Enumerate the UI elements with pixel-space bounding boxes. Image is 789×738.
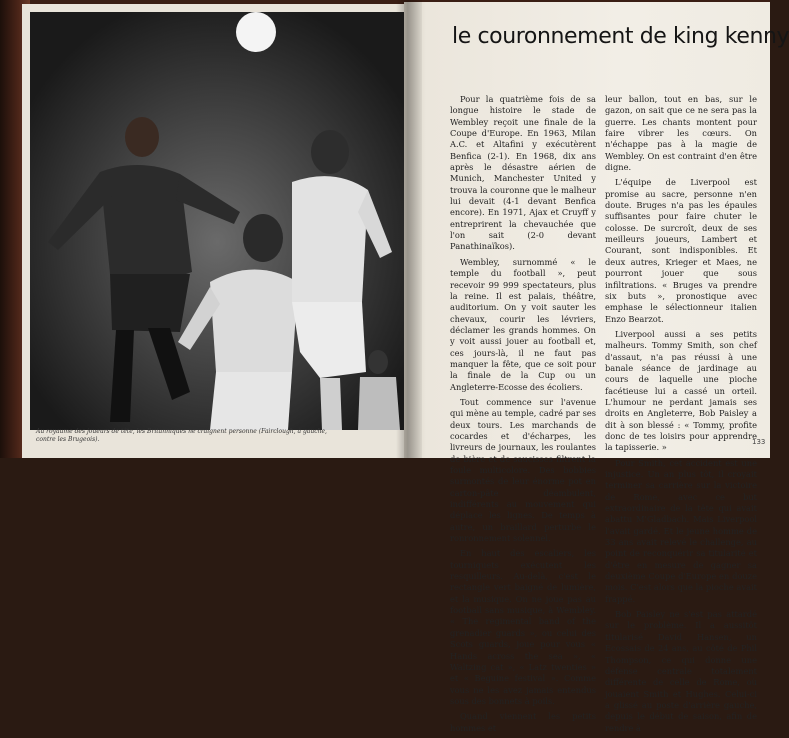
ball-icon [236,12,276,52]
chapter-title: le couronnement de king kenny [452,24,789,49]
text-column-2 [605,94,757,738]
paragraph: Liverpool aussi a ses petits malheurs. Tommy Smith, son chef d'assaut, n'a pas réussi à une banale séance de jardinage au cours de laquelle une pioche facétieuse lui a cassé un orteil. L'humour ne perdant jamais ses droits en Angleterre, Bob Paisley a dit à son blessé : « Tommy, profite donc de tes loisirs pour apprendre la tapisserie. » [605,328,757,453]
paragraph: Wembley, surnommé « le temple du football », peut recevoir 99 999 spectateurs, plus la reine. Il est palais, théâtre, auditorium. On y voit sauter les chevaux, courir les lévriers, déclamer les grands hommes. On y voit aussi jouer au football et, ces jours-là, il ne faut pas manquer la fête, que ce soit pour la finale de la Cup ou un Angleterre-Ecosse des écoliers. [450,256,596,392]
paragraph: Pour Smith, cet accident est une injustice. Un an plus tôt, il croyait terminer sa carrière sur la victoire de Rome, avec ce but extraordinaire de la tête qui avait abattu M'Gladbach. Mais Liverpool l'avait gardé. Et le jeune homme de 33 ans avait relevé le challenge, au point de reconquérir sa titularité et d'être en mesure de gagner sa deuxième Coupe d'Europe en douze mois. C'est alors que la pioche avait frappé. [605,457,757,604]
paragraph: leur ballon, tout en bas, sur le gazon, on sait que ce ne sera pas la guerre. Les chants montent pour faire vibrer les cœurs. On n'échappe pas à la magie de Wembley. On est contraint d'en être digne. [605,94,757,173]
paragraph: Tout commence sur l'avenue qui mène au temple, cadré par ses deux tours. Les marchands de cocardes et d'écharpes, les livreurs de journaux, les roulantes de bière et de saucisses filtrent la foule multicolore. Des bobbies surmontés de leur énorme pot en carton-pâte déambulent, indifférents au mouvement qui déplace les lignes. De temps à autre, un braillard perturbe le ronronnement solennel. [450,396,596,544]
paragraph: En haut des escaliers, les tourniquets exécutent les resquilleurs. Au-delà, c'est le rectangle vert baigné de lumière, et la musique. On ne joue pas au football sans musique, à Wembley. « The regimental band of the grenadier guards », ou celui des Scots guards, joue pour vous « Hands across the sea », « Waltzing cat », « Latz twenties » et « Beguine festival ». Comme vous ne les avez jamais entendus sous des bonnets à poils. [450,548,596,706]
paragraph: Bob Paisley ne s'est pas attardé sur le problème. Il a aussitôt titularisé David Hansen, un Ecossais de 24 ans, au côté de Phil Thompson, ce qui donne une défense centrale totalement différente de celle de Rome, où jouaient Smith et Hughes. Celui-ci a glissé au poste d'arrière gauche, depuis le début de saison, afin de rendre à [605,609,757,733]
football-photo [30,12,404,430]
football-photo-illustration [30,12,404,430]
page-number: 133 [752,438,766,446]
text-column-1 [450,94,596,738]
paragraph: Pour la quatrième fois de sa longue histoire le stade de Wembley reçoit une finale de la Coupe d'Europe. En 1963, Milan A.C. et Altafini y exécutèrent Benfica (2-1). En 1968, dix ans après le désastre aérien de Munich, Manchester United y trouva la couronne que le malheur lui devait (4-1 devant Benfica encore). En 1971, Ajax et Cruyff y entreprirent la chevauchée que l'on sait (2-0 devant Panathinaïkos). [450,94,596,252]
paragraph: L'équipe de Liverpool est promise au sacre, personne n'en doute. Bruges n'a pas les épaules suffisantes pour faire chuter le colosse. De surcroît, deux de ses meilleurs joueurs, Lambert et Courant, sont indisponibles. Et deux autres, Krieger et Maes, ne pourront jouer que sous infiltrations. « Bruges va prendre six buts », pronostique avec emphase le sélectionneur italien Enzo Bearzot. [605,177,757,324]
photo-caption: Au royaume des joueurs de tête, les Britanniques ne craignent personne (Fairclough, à gauche, contre les Brugeois). [36,428,327,443]
paragraph: Quand viennent les petits hommes et [450,711,596,733]
